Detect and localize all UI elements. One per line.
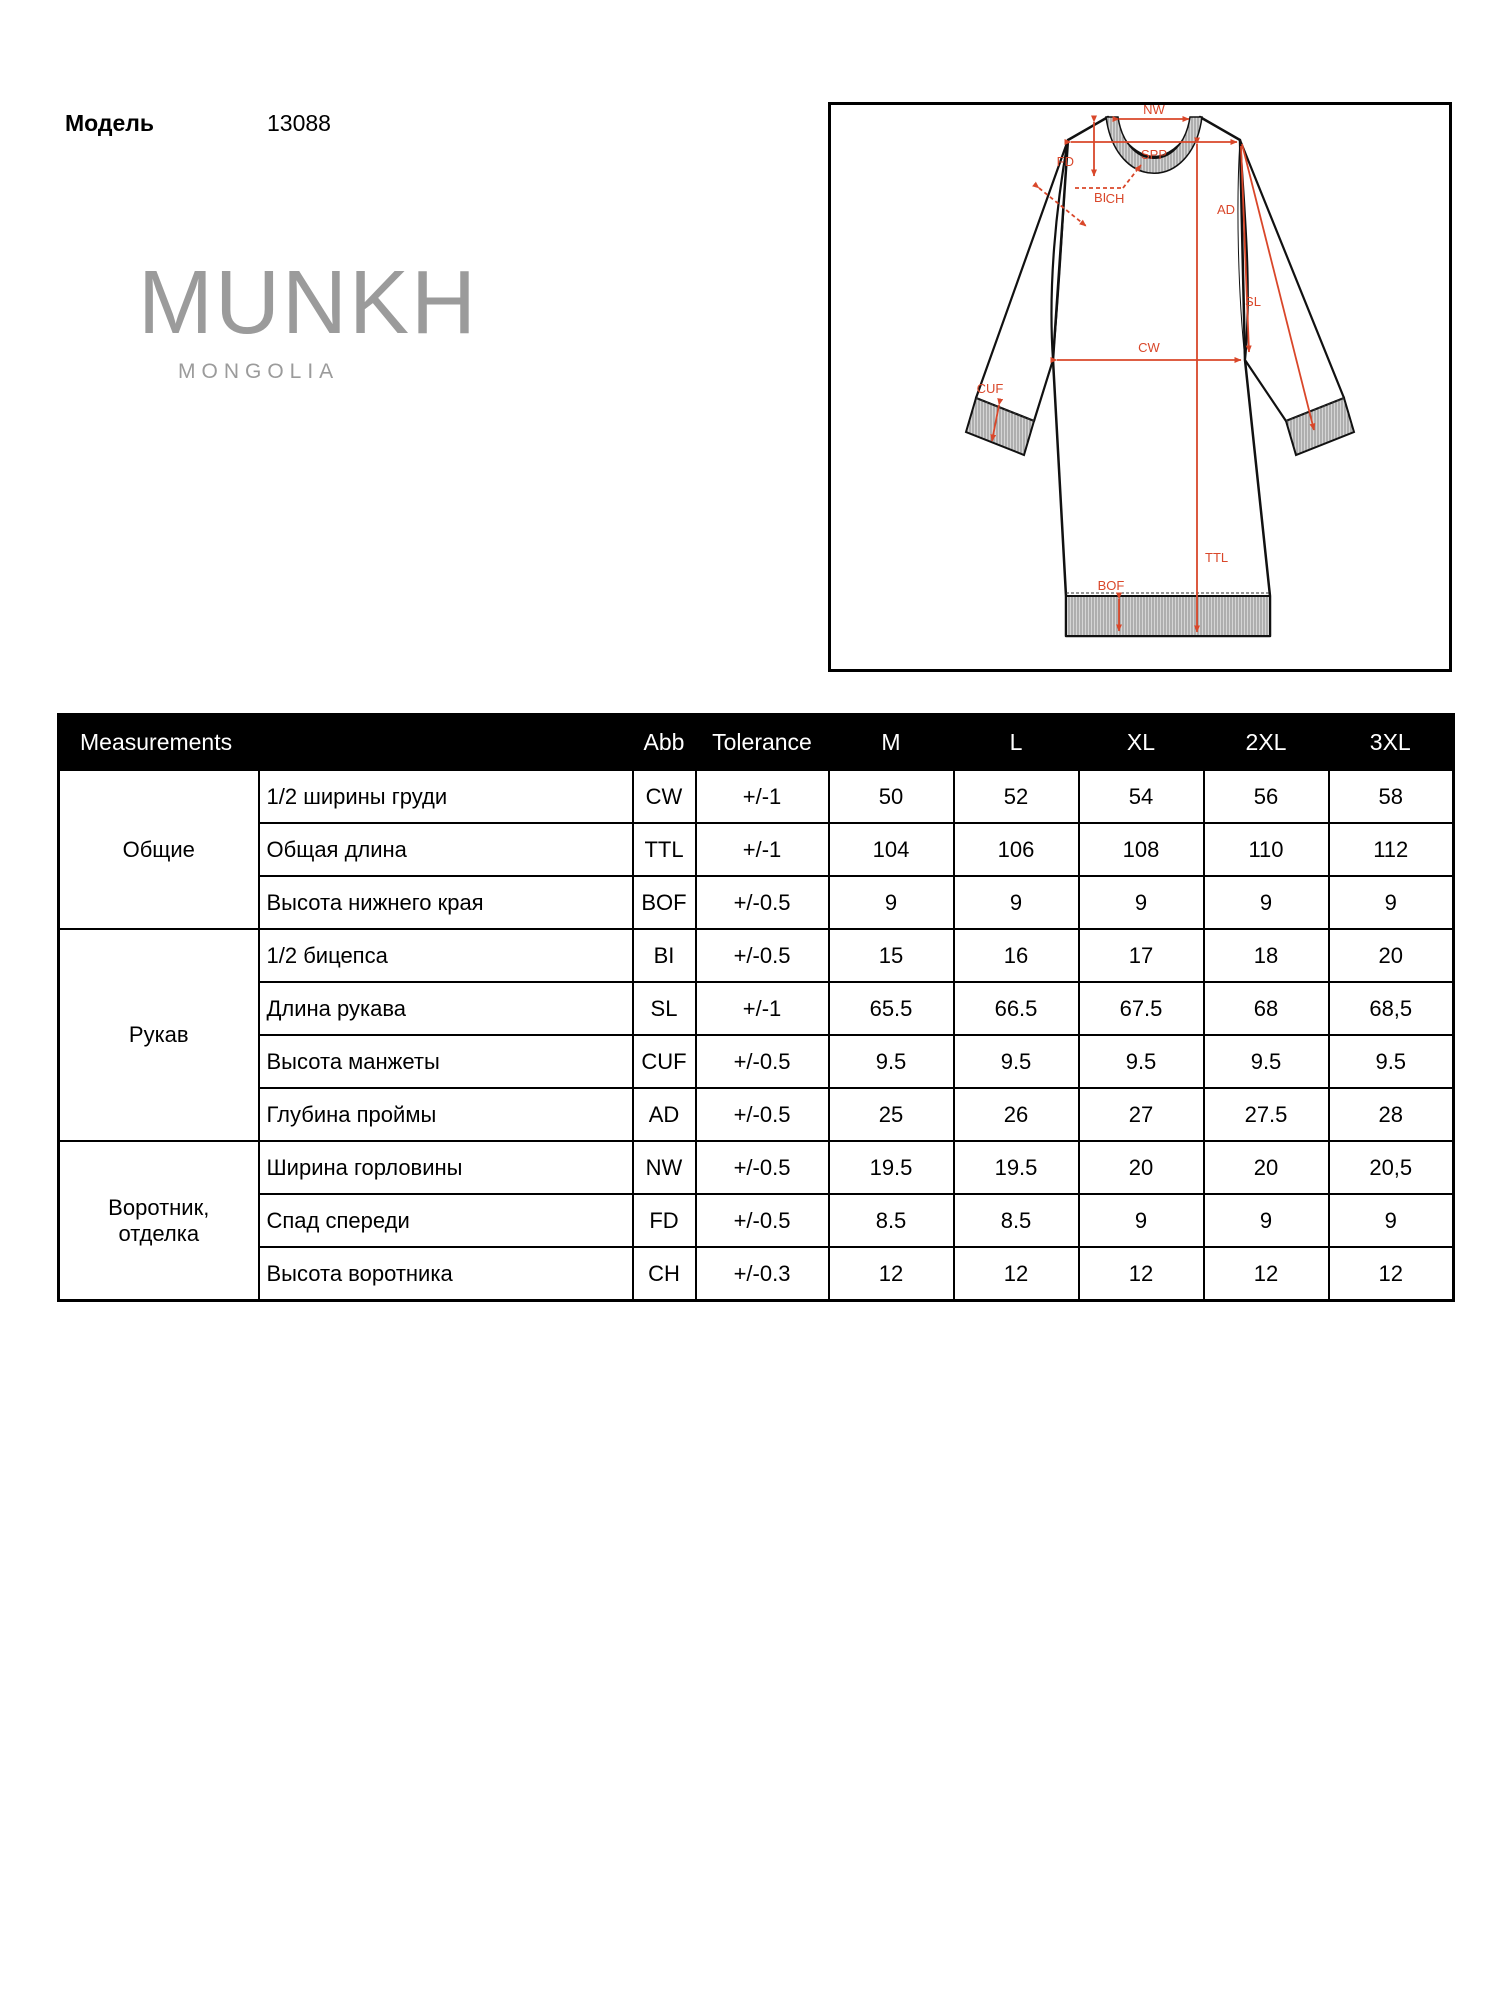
size-value-cell: 8.5 <box>954 1194 1079 1247</box>
measurement-name-cell: Высота воротника <box>259 1247 633 1301</box>
abb-cell: NW <box>633 1141 696 1194</box>
measurement-label-fd: FD <box>1056 154 1074 169</box>
size-value-cell: 9 <box>829 876 954 929</box>
size-value-cell: 54 <box>1079 770 1204 823</box>
size-value-cell: 9 <box>1079 1194 1204 1247</box>
size-value-cell: 12 <box>1079 1247 1204 1301</box>
hem-band <box>1066 596 1270 636</box>
size-value-cell: 9.5 <box>829 1035 954 1088</box>
abb-cell: BI <box>633 929 696 982</box>
measurement-name-cell: Общая длина <box>259 823 633 876</box>
group-cell: Воротник, отделка <box>59 1141 259 1301</box>
measurement-label-ch: CH <box>1105 191 1125 206</box>
brand-logo: MUNKH <box>138 253 478 353</box>
size-value-cell: 9.5 <box>1079 1035 1204 1088</box>
measurement-label-cuf: CUF <box>976 381 1004 396</box>
measurement-label-ttl: TTL <box>1205 550 1229 565</box>
tolerance-cell: +/-0.5 <box>696 1141 829 1194</box>
tolerance-cell: +/-0.5 <box>696 1035 829 1088</box>
size-value-cell: 25 <box>829 1088 954 1141</box>
header-cell-2xl: 2XL <box>1204 715 1329 771</box>
measurement-name-cell: Глубина проймы <box>259 1088 633 1141</box>
size-value-cell: 15 <box>829 929 954 982</box>
size-value-cell: 56 <box>1204 770 1329 823</box>
header-cell-xl: XL <box>1079 715 1204 771</box>
size-value-cell: 20 <box>1204 1141 1329 1194</box>
size-value-cell: 68 <box>1204 982 1329 1035</box>
tolerance-cell: +/-1 <box>696 770 829 823</box>
size-value-cell: 9 <box>1079 876 1204 929</box>
size-value-cell: 50 <box>829 770 954 823</box>
size-value-cell: 20,5 <box>1329 1141 1454 1194</box>
table-row <box>59 1141 1454 1194</box>
size-value-cell: 9.5 <box>954 1035 1079 1088</box>
measurement-label-bi: BI <box>1094 190 1107 205</box>
abb-cell: CH <box>633 1247 696 1301</box>
size-value-cell: 9.5 <box>1204 1035 1329 1088</box>
size-value-cell: 108 <box>1079 823 1204 876</box>
size-value-cell: 9 <box>1204 1194 1329 1247</box>
measurement-label-nw: NW <box>1143 102 1165 117</box>
table-header <box>59 715 1454 771</box>
tolerance-cell: +/-1 <box>696 823 829 876</box>
garment-body <box>1053 117 1270 636</box>
measurement-name-cell: Спад спереди <box>259 1194 633 1247</box>
size-value-cell: 9 <box>1329 1194 1454 1247</box>
header-cell-abb: Abb <box>633 715 696 771</box>
group-cell: Рукав <box>59 929 259 1141</box>
measurement-name-cell: Высота нижнего края <box>259 876 633 929</box>
measurement-label-cw: CW <box>1138 340 1160 355</box>
measurement-label-sl: SL <box>1245 294 1261 309</box>
size-value-cell: 104 <box>829 823 954 876</box>
model-label: Модель <box>65 110 155 136</box>
tolerance-cell: +/-0.5 <box>696 929 829 982</box>
size-value-cell: 27 <box>1079 1088 1204 1141</box>
garment-diagram-svg <box>828 102 1452 672</box>
tolerance-cell: +/-0.5 <box>696 1088 829 1141</box>
garment-diagram <box>828 102 1452 672</box>
measurements-table <box>57 713 1455 1302</box>
size-value-cell: 12 <box>1329 1247 1454 1301</box>
model-number: 13088 <box>267 110 331 136</box>
header-cell-tolerance: Tolerance <box>696 715 829 771</box>
abb-cell: FD <box>633 1194 696 1247</box>
size-value-cell: 67.5 <box>1079 982 1204 1035</box>
abb-cell: BOF <box>633 876 696 929</box>
header-cell-m: M <box>829 715 954 771</box>
header-cell-3xl: 3XL <box>1329 715 1454 771</box>
size-value-cell: 18 <box>1204 929 1329 982</box>
measurement-name-cell: 1/2 ширины груди <box>259 770 633 823</box>
measurement-name-cell: Высота манжеты <box>259 1035 633 1088</box>
size-value-cell: 19.5 <box>954 1141 1079 1194</box>
size-value-cell: 20 <box>1079 1141 1204 1194</box>
model-row <box>65 110 665 137</box>
table-row <box>59 1088 1454 1141</box>
abb-cell: CW <box>633 770 696 823</box>
size-value-cell: 58 <box>1329 770 1454 823</box>
table-row <box>59 823 1454 876</box>
group-cell: Общие <box>59 770 259 929</box>
abb-cell: CUF <box>633 1035 696 1088</box>
abb-cell: SL <box>633 982 696 1035</box>
size-value-cell: 9 <box>954 876 1079 929</box>
size-value-cell: 9 <box>1329 876 1454 929</box>
abb-cell: TTL <box>633 823 696 876</box>
size-value-cell: 16 <box>954 929 1079 982</box>
table-row <box>59 929 1454 982</box>
table-row <box>59 770 1454 823</box>
brand-logo-subtitle: MONGOLIA <box>178 360 340 383</box>
size-value-cell: 27.5 <box>1204 1088 1329 1141</box>
table-row <box>59 1247 1454 1301</box>
size-value-cell: 106 <box>954 823 1079 876</box>
size-value-cell: 20 <box>1329 929 1454 982</box>
tolerance-cell: +/-0.5 <box>696 1194 829 1247</box>
abb-cell: AD <box>633 1088 696 1141</box>
measurement-label-spp: SPP <box>1140 147 1168 162</box>
size-value-cell: 12 <box>1204 1247 1329 1301</box>
measurement-label-bof: BOF <box>1097 578 1125 593</box>
size-value-cell: 17 <box>1079 929 1204 982</box>
measurement-label-ad: AD <box>1216 202 1236 217</box>
size-value-cell: 9 <box>1204 876 1329 929</box>
table-row <box>59 876 1454 929</box>
measurement-name-cell: 1/2 бицепса <box>259 929 633 982</box>
size-value-cell: 19.5 <box>829 1141 954 1194</box>
size-value-cell: 12 <box>829 1247 954 1301</box>
size-value-cell: 68,5 <box>1329 982 1454 1035</box>
size-value-cell: 28 <box>1329 1088 1454 1141</box>
size-value-cell: 110 <box>1204 823 1329 876</box>
size-value-cell: 26 <box>954 1088 1079 1141</box>
measurement-name-cell: Длина рукава <box>259 982 633 1035</box>
table-row <box>59 982 1454 1035</box>
size-value-cell: 8.5 <box>829 1194 954 1247</box>
header-cell-measurements: Measurements <box>59 715 633 771</box>
size-value-cell: 9.5 <box>1329 1035 1454 1088</box>
tolerance-cell: +/-0.3 <box>696 1247 829 1301</box>
tolerance-cell: +/-0.5 <box>696 876 829 929</box>
measurement-name-cell: Ширина горловины <box>259 1141 633 1194</box>
size-value-cell: 112 <box>1329 823 1454 876</box>
size-value-cell: 52 <box>954 770 1079 823</box>
size-value-cell: 12 <box>954 1247 1079 1301</box>
table-row <box>59 1035 1454 1088</box>
table-row <box>59 1194 1454 1247</box>
tolerance-cell: +/-1 <box>696 982 829 1035</box>
header-cell-l: L <box>954 715 1079 771</box>
size-value-cell: 65.5 <box>829 982 954 1035</box>
size-value-cell: 66.5 <box>954 982 1079 1035</box>
